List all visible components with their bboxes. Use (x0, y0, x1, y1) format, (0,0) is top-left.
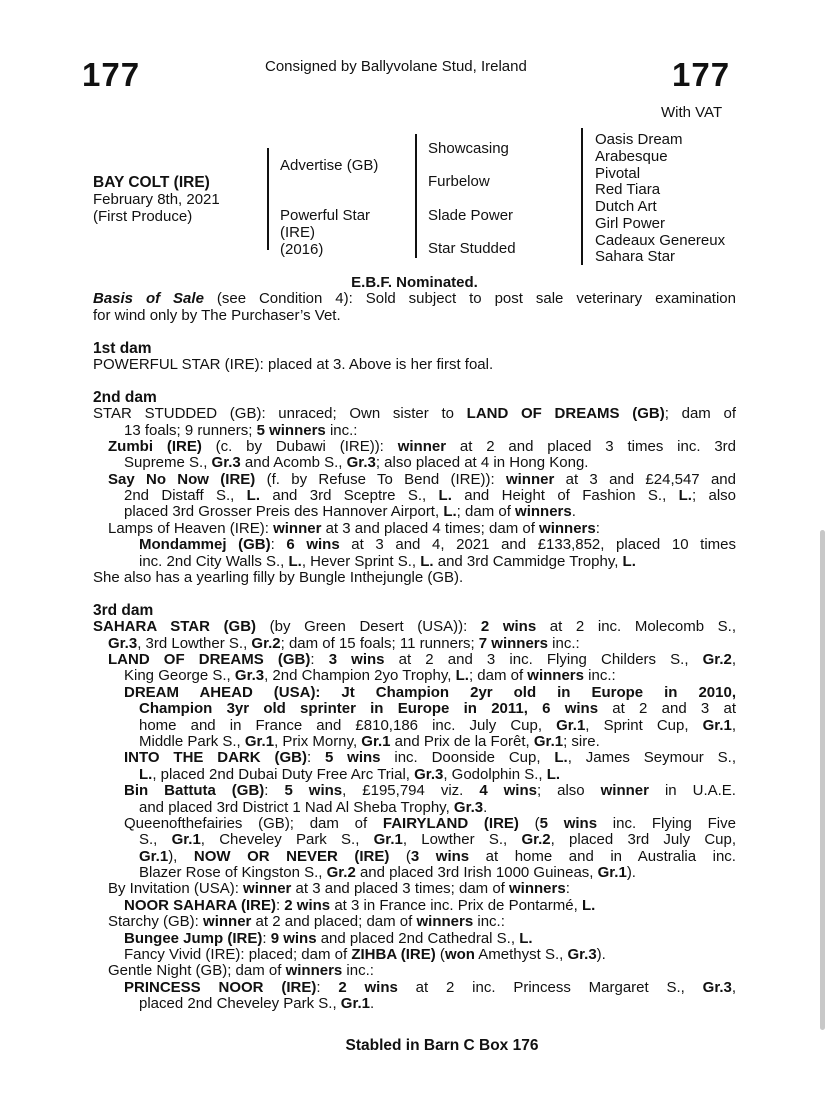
third-dam-line: SAHARA STAR (GB) (by Green Desert (USA)): 2 wins at 2 inc. Molecomb S., (93, 619, 736, 636)
progeny-land-of-dreams: LAND OF DREAMS (GB): 3 wins at 2 and 3 inc. Flying Childers S., Gr.2, (108, 651, 736, 668)
progeny-into-the-dark: INTO THE DARK (GB): 5 wins inc. Doonside Cup, L., James Seymour S., (124, 750, 736, 767)
pedigree-gen3-item: Sahara Star (595, 248, 676, 266)
pedigree-gen2: Furbelow (428, 173, 490, 190)
progeny-zumbi: Zumbi (IRE) (c. by Dubawi (IRE)): winner at 2 and placed 3 times inc. 3rd (108, 438, 736, 455)
progeny-princess-noor: PRINCESS NOOR (IRE): 2 wins at 2 inc. Princess Margaret S., Gr.3, (124, 979, 736, 996)
progeny-starchy: Starchy (GB): winner at 2 and placed; dam of winners inc.: (108, 913, 505, 931)
pedigree-divider-3 (581, 128, 583, 265)
pedigree-gen3-item: Pivotal (595, 164, 641, 182)
progeny-by-invitation: By Invitation (USA): winner at 3 and placed 3 times; dam of winners: (108, 880, 570, 898)
progeny-dream-ahead: Middle Park S., Gr.1, Prix Morny, Gr.1 and Prix de la Forêt, Gr.1; sire. (139, 732, 600, 750)
pedigree-divider-2 (415, 134, 417, 258)
pedigree-gen3-item: Arabesque (595, 147, 668, 165)
progeny-zumbi: Supreme S., Gr.3 and Acomb S., Gr.3; also placed at 4 in Hong Kong. (124, 454, 589, 472)
third-dam-line: Gr.3, 3rd Lowther S., Gr.2; dam of 15 foals; 11 runners; 7 winners inc.: (108, 634, 580, 652)
pedigree-gen3-item: Cadeaux Genereux (595, 231, 726, 249)
basis-of-sale-line: for wind only by The Purchaser’s Vet. (93, 306, 341, 324)
progeny-dream-ahead: Champion 3yr old sprinter in Europe in 2011, 6 wins at 2 and 3 at (139, 701, 736, 718)
third-dam-heading: 3rd dam (93, 601, 154, 619)
progeny-say-no-now: 2nd Distaff S., L. and 3rd Sceptre S., L. and Height of Fashion S., L.; also (124, 488, 736, 505)
second-dam-line: 13 foals; 9 runners; 5 winners inc.: (124, 421, 358, 439)
pedigree-divider-1 (267, 148, 269, 250)
vertical-scrollbar[interactable] (820, 530, 825, 1030)
consignor: Consigned by Ballyvolane Stud, Ireland (265, 58, 527, 75)
progeny-princess-noor: placed 2nd Cheveley Park S., Gr.1. (139, 995, 375, 1013)
progeny-fancy-vivid: Fancy Vivid (IRE): placed; dam of ZIHBA (IRE) (won Amethyst S., Gr.3). (124, 946, 606, 964)
catalogue-body (93, 275, 736, 1013)
pedigree-gen3-item: Oasis Dream (595, 131, 683, 148)
first-dam-heading: 1st dam (93, 339, 152, 357)
progeny-gentle-night: Gentle Night (GB); dam of winners inc.: (108, 962, 374, 980)
progeny-bin-battuta: Bin Battuta (GB): 5 wins, £195,794 viz. 4 wins; also winner in U.A.E. (124, 783, 736, 800)
pedigree-gen3-item: Girl Power (595, 214, 666, 232)
vat-label: With VAT (661, 104, 723, 121)
pedigree-dam (280, 207, 370, 258)
horse-info (93, 174, 220, 225)
pedigree-gen3-item: Dutch Art (595, 198, 657, 215)
progeny-mondammej: inc. 2nd City Walls S., L., Hever Sprint S., L. and 3rd Cammidge Trophy, L. (139, 552, 636, 570)
basis-of-sale-line: Basis of Sale (see Condition 4): Sold subject to post sale veterinary examination (93, 291, 736, 308)
pedigree-gen2: Slade Power (428, 207, 514, 224)
yearling-note: She also has a yearling filly by Bungle Inthejungle (GB). (93, 569, 464, 587)
second-dam-line: STAR STUDDED (GB): unraced; Own sister to LAND OF DREAMS (GB); dam of (93, 406, 736, 423)
progeny-bin-battuta: and placed 3rd District 1 Nad Al Sheba Trophy, Gr.3. (139, 798, 488, 816)
pedigree-gen3-item: Red Tiara (595, 181, 661, 199)
progeny-queenofthefairies: Queenofthefairies (GB); dam of FAIRYLAND (IRE) (5 wins inc. Flying Five (124, 815, 736, 832)
progeny-queenofthefairies: Gr.1), NOW OR NEVER (IRE) (3 wins at home and in Australia inc. (139, 848, 736, 865)
progeny-dream-ahead: DREAM AHEAD (USA): Jt Champion 2yr old in Europe in 2010, (124, 684, 736, 701)
pedigree-gen2: Showcasing (428, 140, 509, 157)
lot-number-left: 177 (82, 56, 141, 93)
pedigree-dam-line: Powerful Star (280, 207, 371, 224)
horse-note: (First Produce) (93, 208, 193, 225)
first-dam-text: POWERFUL STAR (IRE): placed at 3. Above is her first foal. (93, 355, 494, 373)
pedigree-dam-line: (2016) (280, 241, 324, 258)
progeny-mondammej: Mondammej (GB): 6 wins at 3 and 4, 2021 and £133,852, placed 10 times (139, 537, 736, 554)
progeny-bungee-jump: Bungee Jump (IRE): 9 wins and placed 2nd Cathedral S., L. (124, 929, 533, 947)
lot-number-right: 177 (672, 56, 731, 93)
ebf-nominated: E.B.F. Nominated. (351, 274, 478, 291)
pedigree-sire: Advertise (GB) (280, 157, 379, 174)
second-dam-heading: 2nd dam (93, 388, 157, 406)
horse-dob: February 8th, 2021 (93, 191, 220, 208)
pedigree-gen2: Star Studded (428, 240, 516, 257)
stabled-location: Stabled in Barn C Box 176 (345, 1037, 539, 1054)
progeny-noor-sahara: NOOR SAHARA (IRE): 2 wins at 3 in France inc. Prix de Pontarmé, L. (124, 896, 596, 914)
progeny-lamps-of-heaven: Lamps of Heaven (IRE): winner at 3 and placed 4 times; dam of winners: (108, 519, 600, 537)
progeny-say-no-now: Say No Now (IRE) (f. by Refuse To Bend (IRE)): winner at 3 and £24,547 and (108, 471, 736, 488)
progeny-dream-ahead: home and in France and £810,186 inc. July Cup, Gr.1, Sprint Cup, Gr.1, (139, 717, 736, 734)
horse-name: BAY COLT (IRE) (93, 174, 210, 191)
progeny-queenofthefairies: S., Gr.1, Cheveley Park S., Gr.1, Lowther S., Gr.2, placed 3rd July Cup, (139, 832, 736, 849)
progeny-say-no-now: placed 3rd Grosser Preis des Hannover Airport, L.; dam of winners. (124, 503, 576, 521)
progeny-queenofthefairies: Blazer Rose of Kingston S., Gr.2 and placed 3rd Irish 1000 Guineas, Gr.1). (139, 864, 636, 882)
pedigree-gen3 (595, 132, 725, 266)
basis-label: Basis of Sale (93, 291, 204, 308)
progeny-into-the-dark: L., placed 2nd Dubai Duty Free Arc Trial, Gr.3, Godolphin S., L. (139, 765, 561, 783)
progeny-land-of-dreams: King George S., Gr.3, 2nd Champion 2yo Trophy, L.; dam of winners inc.: (124, 667, 616, 685)
pedigree-dam-line: (IRE) (280, 224, 315, 241)
